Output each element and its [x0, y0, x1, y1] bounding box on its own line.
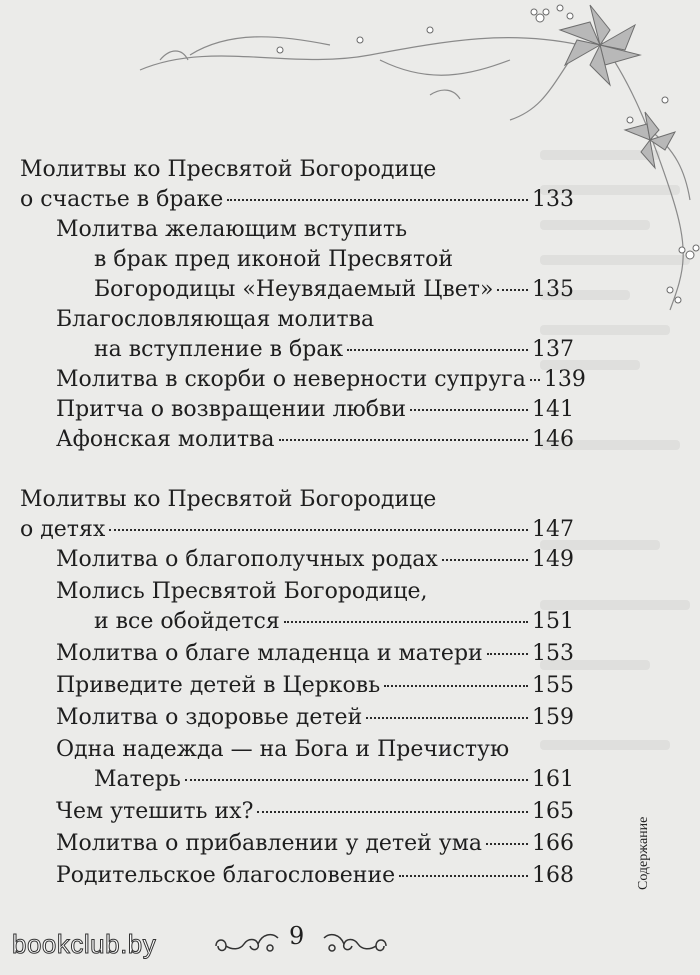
dot-leader — [497, 289, 528, 291]
toc-entry-line[interactable]: в брак пред иконой Пресвятой — [94, 247, 454, 272]
page-ref: 155 — [532, 673, 574, 698]
page-ref: 137 — [532, 337, 574, 362]
dot-leader — [279, 439, 528, 441]
dot-leader — [185, 779, 528, 781]
watermark: bookclub.by — [12, 929, 157, 959]
page-ref: 159 — [532, 705, 574, 730]
entry-label: Афонская молитва — [56, 427, 275, 452]
page-ref: 141 — [532, 397, 574, 422]
dot-leader — [486, 843, 528, 845]
dot-leader — [442, 559, 528, 561]
page-ref: 133 — [532, 187, 574, 212]
toc-entry[interactable] — [56, 829, 574, 859]
dot-leader — [284, 621, 528, 623]
section-heading-row[interactable] — [20, 515, 574, 545]
section-title: Молитвы ко Пресвятой Богородице — [20, 157, 437, 182]
page-ref: 153 — [532, 641, 574, 666]
page-ref: 151 — [532, 609, 574, 634]
toc-entry[interactable] — [56, 545, 574, 575]
page-ref: 139 — [543, 367, 586, 392]
toc-entry[interactable] — [56, 425, 574, 455]
entry-label: Молитва в скорби о неверности супруга — [56, 367, 526, 392]
dot-leader — [530, 379, 540, 381]
toc-entry-line[interactable]: Благословляющая молитва — [56, 307, 375, 332]
toc-entry[interactable] — [94, 607, 574, 637]
dot-leader — [384, 685, 528, 687]
entry-label: Притча о возвращении любви — [56, 397, 407, 422]
page-ref: 147 — [532, 517, 574, 542]
dot-leader — [347, 349, 528, 351]
toc-entry[interactable] — [56, 639, 574, 669]
entry-label: Богородицы «Неувядаемый Цвет» — [94, 277, 494, 302]
page-ref: 166 — [532, 831, 574, 856]
page-ref: 135 — [532, 277, 574, 302]
entry-label: на вступление в брак — [94, 337, 344, 362]
page-ref: 168 — [532, 863, 574, 888]
toc-entry[interactable] — [56, 703, 574, 733]
dot-leader — [366, 717, 528, 719]
toc-entry-line[interactable]: Одна надежда — на Бога и Пречистую — [56, 737, 510, 762]
toc-entry[interactable] — [94, 335, 574, 365]
toc-entry[interactable] — [94, 275, 574, 305]
entry-label: Молитва о прибавлении у детей ума — [56, 831, 482, 856]
dot-leader — [227, 199, 528, 201]
dot-leader — [487, 653, 528, 655]
page-ref: 161 — [532, 767, 574, 792]
page-ref: 146 — [532, 427, 574, 452]
dot-leader — [399, 875, 528, 877]
dot-leader — [109, 529, 528, 531]
page-ref: 149 — [532, 547, 574, 572]
entry-label: Молитва о благополучных родах — [56, 547, 438, 572]
section-subtitle: о детях — [20, 517, 106, 542]
entry-label: Приведите детей в Церковь — [56, 673, 381, 698]
running-header-contents: Содержание — [636, 816, 651, 890]
footer-flourish-left-icon — [212, 928, 282, 956]
entry-label: Молитва о благе младенца и матери — [56, 641, 483, 666]
toc-entry[interactable] — [56, 797, 574, 827]
dot-leader — [257, 811, 528, 813]
dot-leader — [410, 409, 528, 411]
page-ref: 165 — [532, 799, 574, 824]
toc-entry[interactable] — [56, 671, 574, 701]
entry-label: Чем утешить их? — [56, 799, 254, 824]
entry-label: Молитва о здоровье детей — [56, 705, 363, 730]
entry-label: Родительское благословение — [56, 863, 396, 888]
footer-flourish-right-icon — [320, 928, 390, 956]
toc-entry-line[interactable]: Молись Пресвятой Богородице, — [56, 579, 428, 604]
section-title: Молитвы ко Пресвятой Богородице — [20, 487, 437, 512]
page-number: 9 — [289, 922, 305, 950]
toc-entry[interactable] — [56, 395, 574, 425]
toc-entry[interactable] — [56, 861, 574, 891]
entry-label: Матерь — [94, 767, 181, 792]
section-subtitle: о счастье в браке — [20, 187, 224, 212]
toc-entry-line[interactable]: Молитва желающим вступить — [56, 217, 408, 242]
toc-entry[interactable] — [94, 765, 574, 795]
entry-label: и все обойдется — [94, 609, 280, 634]
toc-entry[interactable] — [56, 365, 586, 395]
section-heading-row[interactable] — [20, 185, 574, 215]
